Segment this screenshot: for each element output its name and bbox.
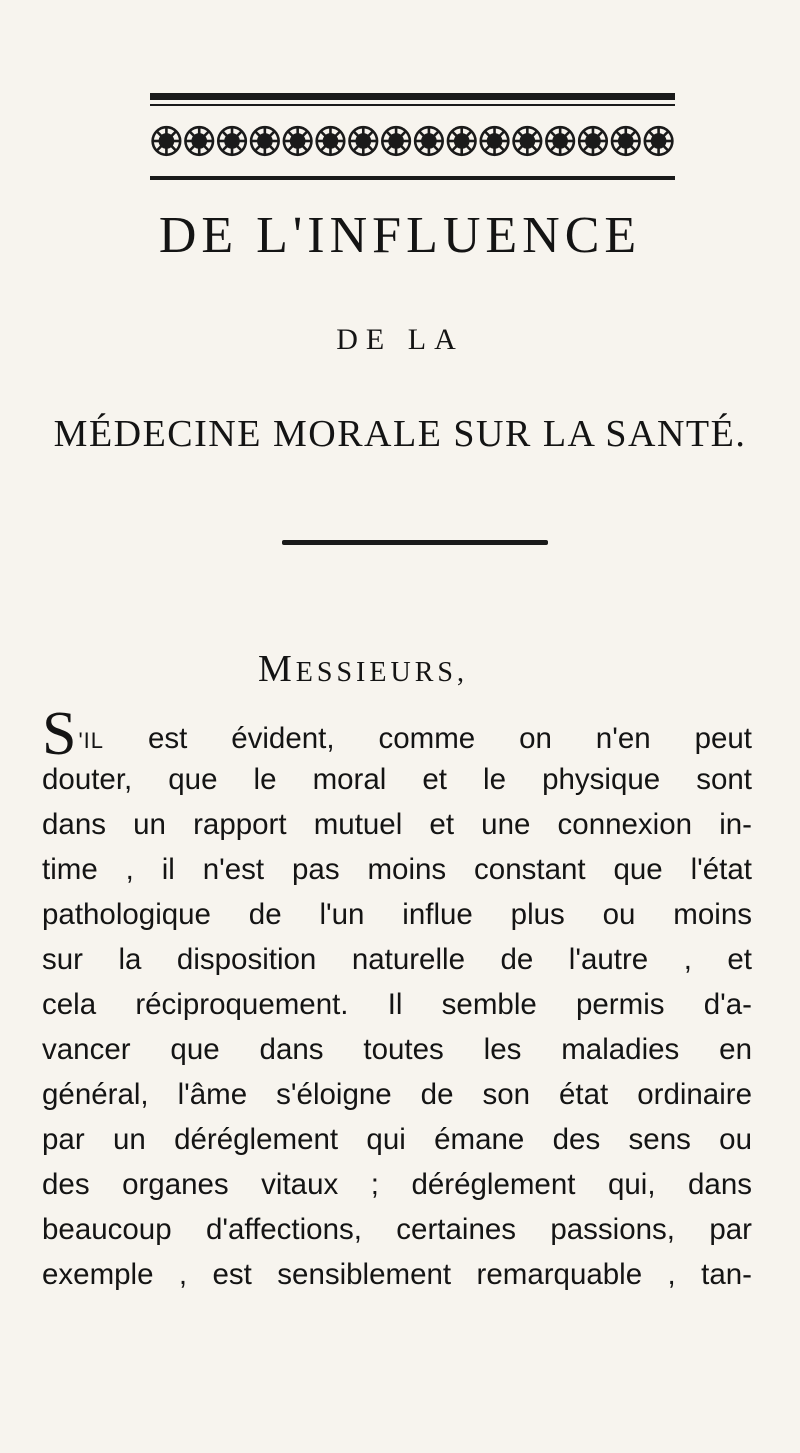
text-line: par un déréglement qui émane des sens ou: [42, 1123, 752, 1156]
ornament-spoke: [565, 146, 570, 151]
ornament-spoke: [616, 131, 621, 136]
ornament-spoke: [189, 146, 194, 151]
ornament-spoke: [270, 131, 275, 136]
ornament-spoke: [532, 131, 537, 136]
text-line: des organes vitaux ; déréglement qui, dans: [42, 1168, 752, 1201]
ornament-spoke: [172, 131, 177, 136]
text-line: vancer que dans toutes les maladies en: [42, 1033, 752, 1066]
ornament-rosette-center: [324, 134, 337, 147]
drop-cap-continuation: 'IL: [78, 728, 105, 753]
ornament-spoke: [222, 146, 227, 151]
ornament-spoke: [237, 146, 242, 151]
ornament-spoke: [336, 146, 341, 151]
ornament-spoke: [189, 131, 194, 136]
ornament-spoke: [598, 131, 603, 136]
section-divider: [282, 540, 548, 545]
ornament-spoke: [583, 131, 588, 136]
ornament-spoke: [386, 131, 391, 136]
text-line: pathologique de l'un influe plus ou moins: [42, 898, 752, 931]
ornament-spoke: [237, 131, 242, 136]
ornament-spoke: [288, 131, 293, 136]
ornament-spoke: [664, 146, 669, 151]
ornament-rosette-center: [422, 134, 435, 147]
ornament-spoke: [616, 146, 621, 151]
ornament-rosette-center: [160, 134, 173, 147]
ornament-spoke: [368, 146, 373, 151]
ornament-spoke: [583, 146, 588, 151]
salutation: [258, 650, 468, 688]
ornament-spoke: [434, 131, 439, 136]
body-paragraph: [42, 700, 752, 1297]
ornament-spoke: [255, 131, 260, 136]
ornament-spoke: [321, 146, 326, 151]
text-line: cela réciproquement. Il semble permis d'a-: [42, 988, 752, 1021]
title-connector: DE LA: [336, 323, 464, 356]
text-line: général, l'âme s'éloigne de son état ordinaire: [42, 1078, 752, 1111]
salutation-rest: ESSIEURS,: [295, 657, 468, 688]
text-line: dans un rapport mutuel et une connexion in-: [42, 808, 752, 841]
ornament-spoke: [500, 146, 505, 151]
ornament-spoke: [649, 131, 654, 136]
ornament-spoke: [467, 131, 472, 136]
ornament-spoke: [401, 131, 406, 136]
ornament-spoke: [518, 146, 523, 151]
ornament-spoke: [354, 131, 359, 136]
decorative-ornament-band-icon: [150, 93, 675, 186]
ornament-spoke: [270, 146, 275, 151]
ornament-spoke: [485, 146, 490, 151]
page-subtitle: MÉDECINE MORALE SUR LA SANTÉ.: [53, 413, 747, 455]
ornament-spoke: [354, 146, 359, 151]
ornament-spoke: [255, 146, 260, 151]
ornament-spoke: [550, 146, 555, 151]
ornament-spoke: [631, 131, 636, 136]
ornament-spoke: [452, 146, 457, 151]
ornament-spoke: [649, 146, 654, 151]
ornament-spoke: [204, 146, 209, 151]
ornament-rosette-center: [193, 134, 206, 147]
ornament-spoke: [222, 131, 227, 136]
ornament-spoke: [204, 131, 209, 136]
ornament-rosette-center: [619, 134, 632, 147]
ornament-rosette-center: [357, 134, 370, 147]
salutation-initial: M: [258, 648, 296, 690]
ornament-rosette-center: [488, 134, 501, 147]
text-line: douter, que le moral et le physique sont: [42, 763, 752, 796]
ornament-spoke: [452, 131, 457, 136]
ornament-rosette-center: [390, 134, 403, 147]
ornament-spoke: [598, 146, 603, 151]
ornament-rosette-center: [225, 134, 238, 147]
ornament-spoke: [550, 131, 555, 136]
page-title: DE L'INFLUENCE: [158, 207, 642, 264]
drop-cap: S: [42, 700, 77, 768]
text-line: sur la disposition naturelle de l'autre , et: [42, 943, 752, 976]
ornament-spoke: [401, 146, 406, 151]
ornament-spoke: [565, 131, 570, 136]
ornament-spoke: [288, 146, 293, 151]
ornament-spoke: [386, 146, 391, 151]
ornament-spoke: [532, 146, 537, 151]
ornament-spoke: [303, 146, 308, 151]
ornament-rosette-center: [455, 134, 468, 147]
ornament-rosette-center: [521, 134, 534, 147]
ornament-spoke: [336, 131, 341, 136]
text-line: time , il n'est pas moins constant que l'état: [42, 853, 752, 886]
ornament-spoke: [321, 131, 326, 136]
ornament-rosette-center: [291, 134, 304, 147]
ornament-spoke: [631, 146, 636, 151]
text-line: beaucoup d'affections, certaines passions, par: [42, 1213, 752, 1246]
ornament-spoke: [664, 131, 669, 136]
ornament-spoke: [467, 146, 472, 151]
ornament-rosette-center: [652, 134, 665, 147]
text-line: exemple , est sensiblement remarquable , tan-: [42, 1258, 752, 1291]
ornament-spoke: [419, 146, 424, 151]
ornament-spoke: [434, 146, 439, 151]
ornament-spoke: [172, 146, 177, 151]
ornament-spoke: [157, 146, 162, 151]
ornament-spoke: [419, 131, 424, 136]
text-line: S'IL est évident, comme on n'en peut: [42, 700, 752, 768]
ornament-spoke: [500, 131, 505, 136]
ornament-spoke: [157, 131, 162, 136]
ornament-rosette-center: [586, 134, 599, 147]
ornament-rosette-center: [554, 134, 567, 147]
ornament-rosette-center: [258, 134, 271, 147]
ornament-spoke: [303, 131, 308, 136]
ornament-spoke: [368, 131, 373, 136]
ornament-spoke: [485, 131, 490, 136]
ornament-spoke: [518, 131, 523, 136]
